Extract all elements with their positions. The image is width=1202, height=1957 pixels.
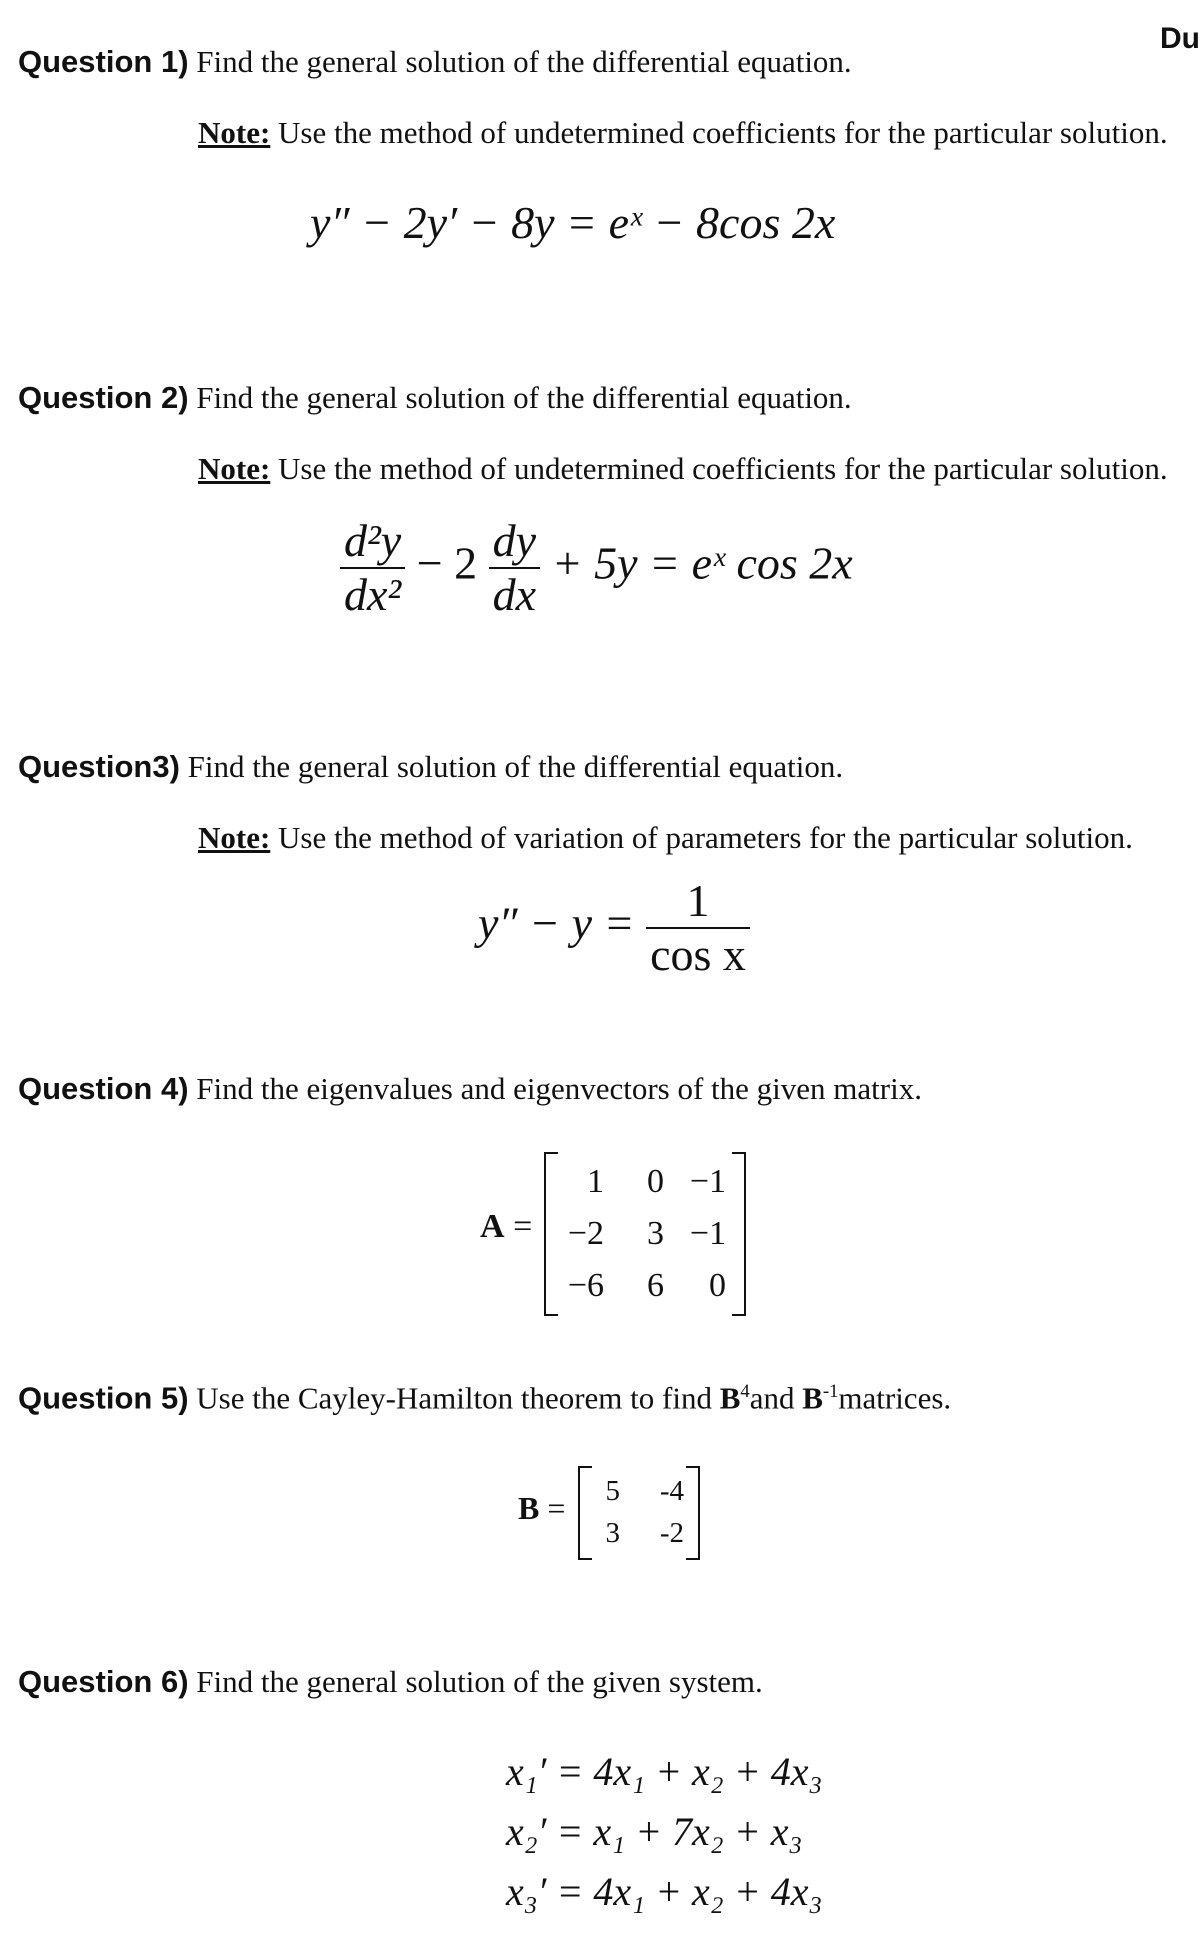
- question-1-text: Find the general solution of the differential equation.: [196, 44, 852, 79]
- conjunction: and: [749, 1380, 795, 1416]
- fraction-numerator: d²y: [340, 515, 405, 569]
- matrix-cell: −1: [689, 1163, 726, 1200]
- matrix-a-body: [558, 1156, 732, 1312]
- system-equation-3: x₃′ = 4x₁ + x₂ + 4x₃: [506, 1869, 823, 1914]
- system-equation-1: x₁′ = 4x₁ + x₂ + 4x₃: [506, 1749, 823, 1794]
- question-3-text: Find the general solution of the differential equation.: [187, 749, 844, 784]
- fraction-numerator: dy: [489, 515, 540, 569]
- matrix-cell: 3: [605, 1517, 620, 1549]
- question-4-label: Question 4): [18, 1071, 189, 1106]
- question-3-note: [198, 820, 1133, 856]
- matrix-cell: 6: [647, 1267, 664, 1304]
- equals-sign: =: [547, 1490, 566, 1526]
- matrix-name: A: [480, 1208, 505, 1245]
- fraction-denominator: dx: [492, 569, 537, 620]
- equation-operator: − 2: [416, 537, 478, 589]
- note-label: Note:: [198, 115, 271, 150]
- question-1-equation: y″ − 2y′ − 8y = eˣ − 8cos 2x: [310, 197, 836, 248]
- matrix-a-label: [480, 1208, 532, 1246]
- fraction-denominator: dx²: [344, 569, 402, 620]
- matrix-cell: −2: [567, 1215, 604, 1252]
- matrix-row: [588, 1470, 688, 1512]
- matrix-cell: −1: [689, 1215, 726, 1252]
- matrix-a: [544, 1152, 746, 1316]
- question-3: [18, 749, 843, 785]
- question-1: [18, 44, 852, 80]
- question-6: [18, 1664, 763, 1700]
- left-bracket: [544, 1152, 558, 1316]
- matrix-cell: 1: [587, 1163, 604, 1200]
- equation-lhs: y″ − y =: [478, 897, 635, 949]
- question-5-text-after: matrices.: [838, 1380, 952, 1416]
- question-4-text: Find the eigenvalues and eigenvectors of the given matrix.: [196, 1071, 922, 1106]
- right-bracket: [732, 1152, 746, 1316]
- matrix-cell: 3: [647, 1215, 664, 1252]
- system-equation-2: x₂′ = x₁ + 7x₂ + x₃: [506, 1809, 803, 1854]
- note-text: Use the method of undetermined coefficients for the particular solution.: [278, 451, 1168, 486]
- fraction-denominator: cos x: [650, 929, 746, 980]
- power-four: 4: [740, 1381, 750, 1402]
- equation-rest: + 5y = eˣ cos 2x: [551, 537, 853, 589]
- question-4: [18, 1071, 922, 1107]
- power-inverse: -1: [822, 1381, 839, 1402]
- second-derivative-fraction: [340, 515, 405, 621]
- question-2-equation: [340, 515, 853, 621]
- question-6-text: Find the general solution of the given system.: [196, 1664, 763, 1699]
- question-5-label: Question 5): [18, 1380, 189, 1416]
- matrix-cell: 5: [605, 1475, 620, 1507]
- question-1-label: Question 1): [18, 44, 189, 79]
- matrix-row: [588, 1512, 688, 1554]
- reciprocal-cosine-fraction: [646, 875, 750, 981]
- matrix-row: [558, 1208, 732, 1260]
- question-2-text: Find the general solution of the differential equation.: [196, 380, 852, 415]
- matrix-b-body: [588, 1470, 688, 1554]
- matrix-cell: 0: [647, 1163, 664, 1200]
- equals-sign: =: [513, 1208, 533, 1245]
- matrix-name: B: [518, 1490, 540, 1526]
- question-1-note: [198, 115, 1168, 151]
- matrix-b-label: [518, 1490, 565, 1527]
- matrix-row: [558, 1260, 732, 1312]
- matrix-cell: 0: [709, 1267, 726, 1304]
- question-2-label: Question 2): [18, 380, 189, 415]
- question-3-equation: [478, 875, 750, 981]
- question-2: [18, 380, 852, 416]
- matrix-cell: -2: [659, 1517, 684, 1549]
- first-derivative-fraction: [489, 515, 540, 621]
- question-3-label: Question3): [18, 749, 180, 784]
- matrix-b: [578, 1466, 700, 1560]
- fraction-numerator: 1: [646, 875, 750, 929]
- note-label: Note:: [198, 820, 271, 855]
- question-5: [18, 1374, 951, 1416]
- right-bracket: [686, 1466, 700, 1560]
- question-6-system: [506, 1742, 822, 1922]
- matrix-b-symbol: B: [802, 1380, 823, 1416]
- matrix-cell: −6: [567, 1267, 604, 1304]
- matrix-row: [558, 1156, 732, 1208]
- matrix-cell: -4: [659, 1475, 684, 1507]
- question-2-note: [198, 451, 1168, 487]
- note-text: Use the method of undetermined coefficients for the particular solution.: [278, 115, 1168, 150]
- due-date-label: Du: [1160, 22, 1200, 55]
- question-5-text-before: Use the Cayley-Hamilton theorem to find: [196, 1380, 712, 1416]
- note-text: Use the method of variation of parameters for the particular solution.: [278, 820, 1133, 855]
- question-6-label: Question 6): [18, 1664, 189, 1699]
- matrix-b-symbol: B: [719, 1380, 741, 1416]
- note-label: Note:: [198, 451, 271, 486]
